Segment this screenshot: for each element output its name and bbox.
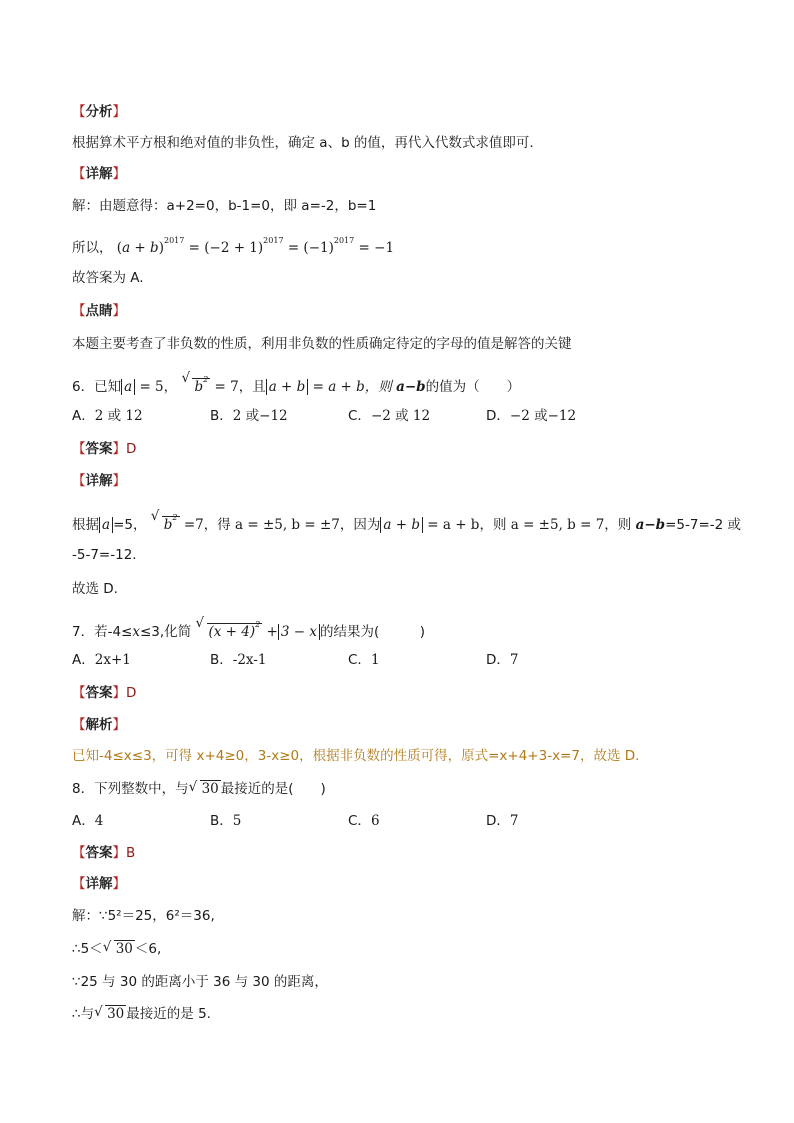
q6-option-b: B．2 或−12 <box>210 408 288 424</box>
q7-analysis-heading: 【解析】 <box>72 717 126 733</box>
question-7: 7．若-4≤x≤3,化简 √ $(x + 4)^2 + 3 - x$ 的结果为( ) <box>72 615 425 642</box>
question-8: 8．下列整数中，与√ 30 最接近的是( ) <box>72 779 326 799</box>
q8-detail-line-4: ∴与√ 30 最接近的是 5. <box>72 1004 211 1024</box>
q7-analysis-text: 已知-4≤x≤3，可得 x+4≥0，3-x≥0，根据非负数的性质可得，原式=x+4+3-x=7，故选 D. <box>72 748 640 764</box>
q7-answer: 【答案】D <box>72 685 137 701</box>
q7-option-b: B．-2x-1 <box>210 652 267 668</box>
q8-answer: 【答案】B <box>72 845 136 861</box>
q8-detail-heading: 【详解】 <box>72 876 126 892</box>
q8-detail-line-1: 解：∵5²＝25，6²＝36, <box>72 908 215 924</box>
detail-heading: 【详解】 <box>72 166 126 182</box>
q8-detail-line-2: ∴5＜√ 30 ＜6, <box>72 939 161 959</box>
conclusion-5: 故答案为 A. <box>72 270 144 286</box>
q6-option-d: D．−2 或−12 <box>486 408 577 424</box>
q6-detail-line-1: 根据 a =5， √ $b^2 =7$，得 a = ±5, b = ±7，因为 a + b = a + b，则 a = ±5, b = 7，则 a−b=5-7=-2 或 <box>72 508 741 535</box>
q6-detail-line-2: -5-7=-12. <box>72 547 137 563</box>
detail-line-2: 所以， $(a + b)^{2017} = (-2 + 1)^{2017} = (-1)^{2017} = -1$ <box>72 236 395 256</box>
q8-option-a: A．4 <box>72 813 104 829</box>
comment-heading: 【点睛】 <box>72 303 126 319</box>
q6-detail-heading: 【详解】 <box>72 473 126 489</box>
q6-option-a: A．2 或 12 <box>72 408 143 424</box>
detail-line-1: 解：由题意得：a+2=0，b-1=0，即 a=-2，b=1 <box>72 198 377 214</box>
q8-option-b: B．5 <box>210 813 242 829</box>
q6-conclusion: 故选 D. <box>72 581 118 597</box>
question-6: 6．已知 a = 5， √ $b^2 = 7$，且 a + b = a + b，则 a−b的值为（ ） <box>72 370 520 397</box>
q8-detail-line-3: ∵25 与 30 的距离小于 36 与 30 的距离， <box>72 974 328 990</box>
analysis-heading: 【分析】 <box>72 104 126 120</box>
q8-option-c: C．6 <box>348 813 380 829</box>
q8-option-d: D．7 <box>486 813 519 829</box>
q7-option-a: A．2x+1 <box>72 652 131 668</box>
q7-option-c: C．1 <box>348 652 380 668</box>
q6-answer: 【答案】D <box>72 441 137 457</box>
q6-option-c: C．−2 或 12 <box>348 408 431 424</box>
q7-option-d: D．7 <box>486 652 519 668</box>
analysis-text: 根据算术平方根和绝对值的非负性，确定 a、b 的值，再代入代数式求值即可. <box>72 135 534 151</box>
comment-text: 本题主要考查了非负数的性质，利用非负数的性质确定待定的字母的值是解答的关键 <box>72 336 572 352</box>
